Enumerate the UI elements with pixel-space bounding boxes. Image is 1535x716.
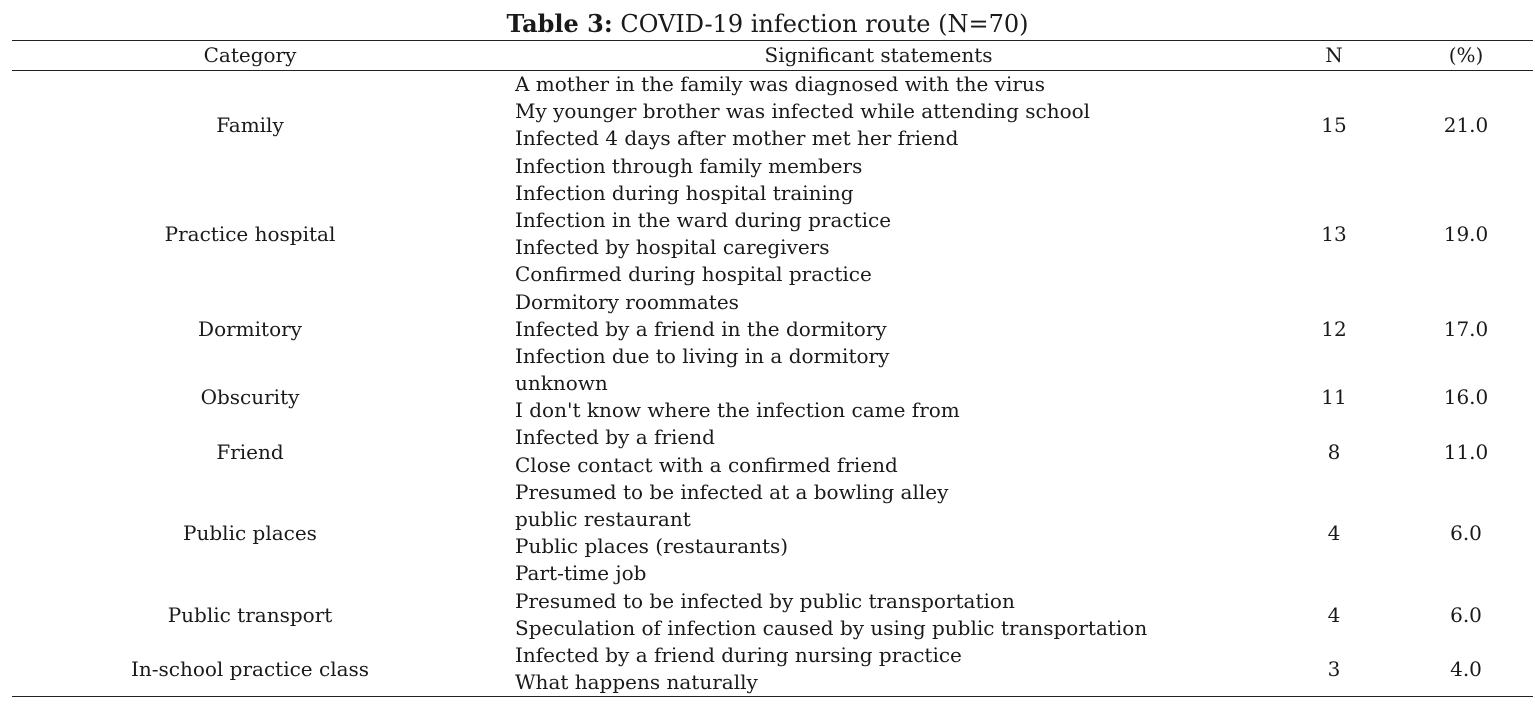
category-cell: Practice hospital [164, 222, 336, 247]
table-row [12, 424, 1533, 478]
percent-cell: 6.0 [1450, 521, 1482, 546]
table-row [12, 479, 1533, 588]
percent-cell: 4.0 [1399, 642, 1533, 697]
percent-cell: 16.0 [1443, 385, 1489, 410]
table-caption [0, 8, 1535, 40]
statement-line: Infected 4 days after mother met her friend [515, 126, 959, 151]
statement-line: unknown [515, 371, 608, 396]
statement-line: My younger brother was infected while attending school [515, 99, 1091, 124]
statement-line: A mother in the family was diagnosed with the virus [515, 72, 1046, 96]
table-body [12, 71, 1533, 697]
statements-cell [488, 289, 1269, 371]
statement-line: Public places (restaurants) [515, 534, 789, 559]
statement-line: Infection during hospital training [515, 180, 854, 205]
table-row [12, 642, 1533, 697]
statement-line: Dormitory roommates [515, 289, 739, 314]
statement-line: Infection in the ward during practice [515, 207, 892, 232]
percent-cell: 17.0 [1443, 317, 1489, 342]
table-row [12, 588, 1533, 642]
category-cell: In-school practice class [12, 642, 488, 697]
statement-line: Infected by a friend [515, 425, 715, 450]
table-row [12, 289, 1533, 371]
table-row [12, 180, 1533, 289]
statements-cell [488, 370, 1269, 424]
percent-cell: 21.0 [1443, 113, 1489, 138]
header-category: Category [12, 41, 488, 71]
statement-line: What happens naturally [515, 670, 758, 695]
n-cell: 15 [1321, 113, 1347, 138]
percent-cell: 11.0 [1443, 439, 1489, 464]
statement-line: Presumed to be infected at a bowling alley [515, 479, 949, 504]
n-cell: 3 [1269, 642, 1399, 697]
category-cell: Public places [183, 521, 317, 546]
statement-line: Presumed to be infected by public transportation [515, 588, 1015, 613]
n-cell: 12 [1321, 317, 1347, 342]
table-header [12, 41, 1533, 71]
infection-route-table [12, 40, 1533, 697]
n-cell: 11 [1321, 385, 1347, 410]
statement-line: public restaurant [515, 507, 691, 531]
statement-line: Infected by a friend in the dormitory [515, 316, 887, 341]
statement-line: Infection through family members [515, 153, 863, 178]
statement-line: Infected by hospital caregivers [515, 235, 830, 260]
n-cell: 13 [1321, 222, 1347, 247]
statements-cell [488, 479, 1269, 588]
statements-cell [488, 588, 1269, 642]
category-cell: Public transport [167, 602, 333, 627]
category-cell: Obscurity [200, 385, 300, 410]
statements-cell [488, 642, 1269, 697]
statements-cell [488, 424, 1269, 478]
table-caption-label: Table 3: [506, 9, 613, 38]
statement-line: Infected by a friend during nursing practice [515, 642, 962, 667]
statement-line: Part-time job [515, 561, 647, 586]
statements-cell [488, 180, 1269, 289]
table-row [12, 370, 1533, 424]
category-cell: Family [216, 113, 284, 138]
percent-cell: 6.0 [1450, 602, 1482, 627]
table-caption-title: COVID-19 infection route (N=70) [612, 10, 1029, 38]
statement-line: Close contact with a confirmed friend [515, 452, 898, 477]
header-row [12, 41, 1533, 71]
n-cell: 8 [1327, 439, 1341, 464]
statements-cell [488, 71, 1269, 180]
header-percent: (%) [1399, 41, 1533, 71]
category-cell: Friend [216, 439, 284, 464]
category-cell: Dormitory [198, 317, 302, 342]
n-cell: 4 [1327, 602, 1341, 627]
header-statements: Significant statements [488, 41, 1269, 71]
n-cell: 4 [1327, 521, 1341, 546]
percent-cell: 19.0 [1443, 222, 1489, 247]
header-n: N [1269, 41, 1399, 71]
statement-line: I don't know where the infection came from [515, 398, 960, 423]
statement-line: Speculation of infection caused by using public transportation [515, 615, 1148, 640]
statement-line: Infection due to living in a dormitory [515, 343, 890, 368]
statement-line: Confirmed during hospital practice [515, 262, 872, 287]
table-row [12, 71, 1533, 180]
